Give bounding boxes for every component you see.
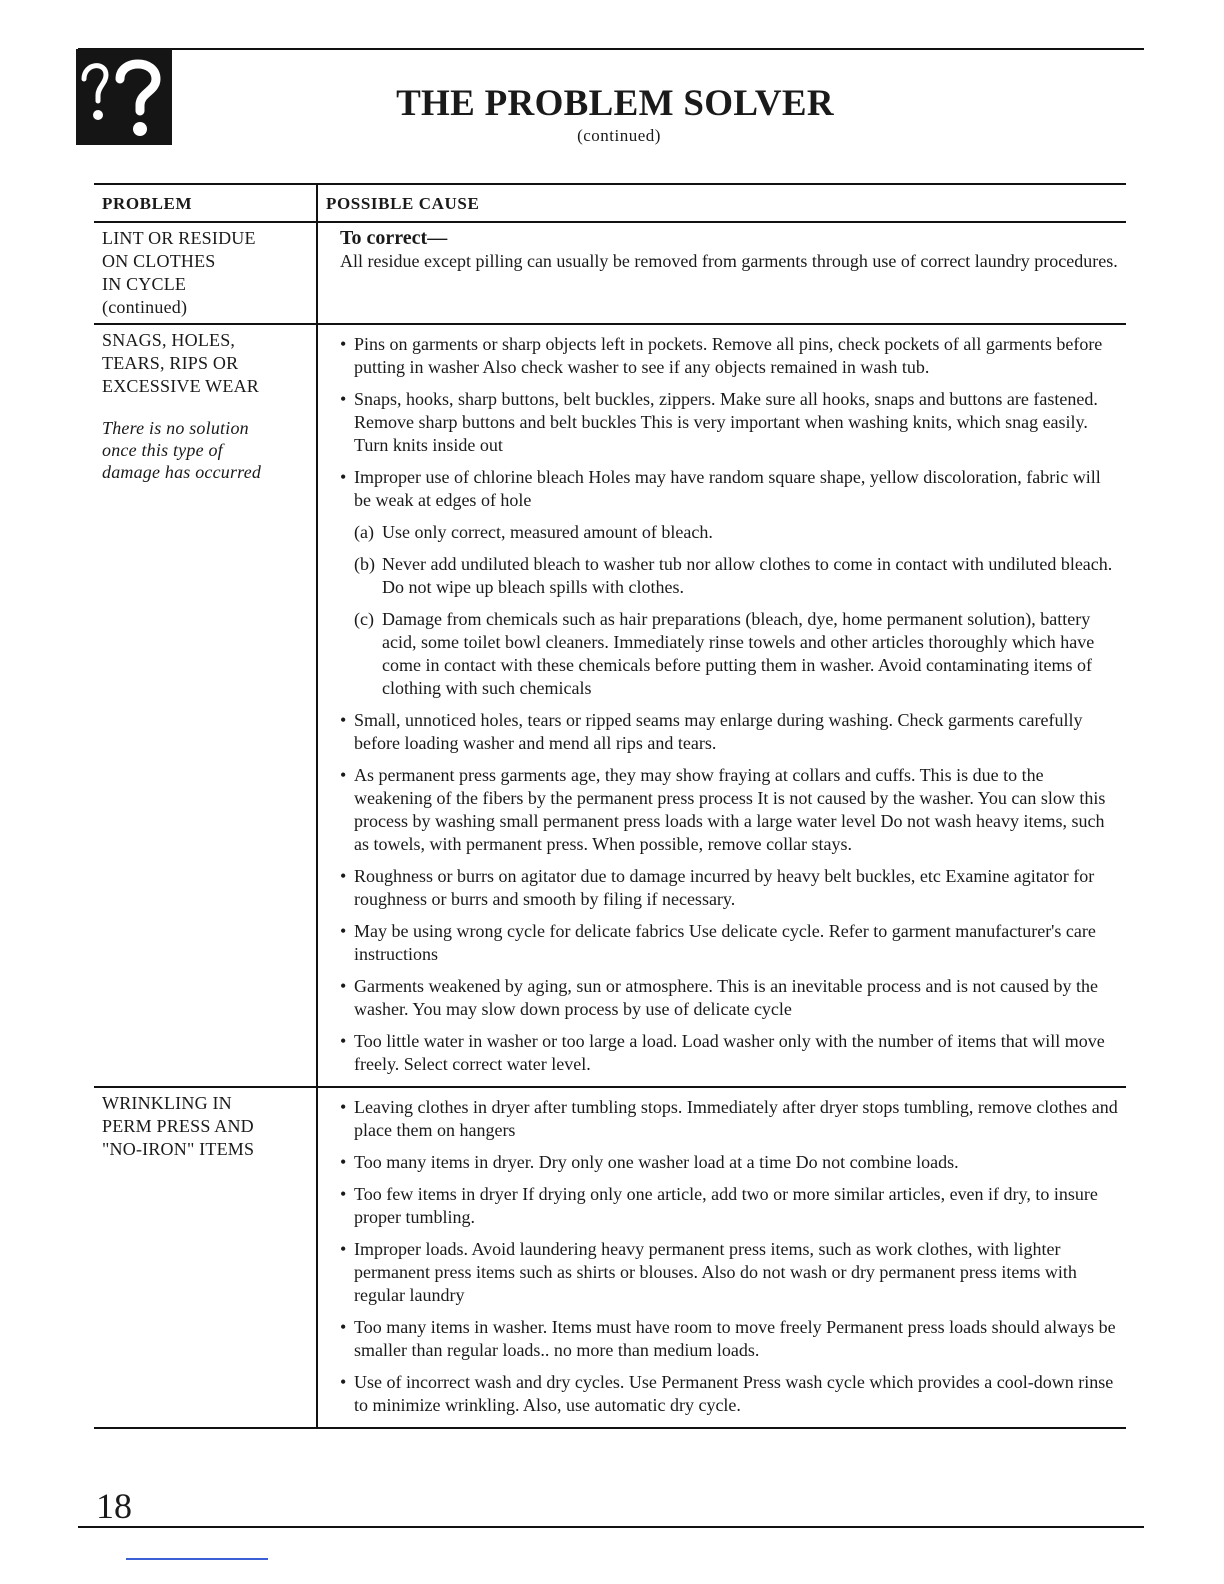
column-header-problem: PROBLEM: [94, 184, 317, 222]
cause-item: [340, 975, 1118, 1021]
bullet-icon: •: [340, 1239, 347, 1259]
bullet-icon: •: [340, 710, 347, 730]
cause-item: [340, 1238, 1118, 1307]
sub-cause-item: [354, 521, 1118, 544]
cause-text: Too few items in dryer If drying only one article, add two or more similar articles, even if dry, to insure proper tumbling.: [354, 1184, 1098, 1227]
sub-cause-text: Use only correct, measured amount of bleach.: [382, 522, 713, 542]
cause-text: As permanent press garments age, they may show fraying at collars and cuffs. This is due to the weakening of the fibers by the permanent press process It is not caused by the washer. You can slow this process by washing small permanent press loads with a large water level Do not wash heavy items, such as towels, with permanent press. When possible, remove collar stays.: [354, 765, 1106, 854]
cause-text: Too many items in washer. Items must have room to move freely Permanent press loads should always be smaller than regular loads.. no more than medium loads.: [354, 1317, 1116, 1360]
cause-item: [340, 709, 1118, 755]
bullet-icon: •: [340, 921, 347, 941]
title-block: [0, 82, 1224, 146]
cause-cell: [317, 324, 1126, 1087]
column-header-cause: POSSIBLE CAUSE: [317, 184, 1126, 222]
cause-text: Use of incorrect wash and dry cycles. Use Permanent Press wash cycle which provides a cool-down rinse to minimize wrinkling. Also, use automatic dry cycle.: [354, 1372, 1114, 1415]
cause-item: [340, 1371, 1118, 1417]
sub-cause-item: [354, 608, 1118, 700]
table-row-lint: [94, 222, 1126, 324]
cause-item: [340, 1096, 1118, 1142]
bullet-icon: •: [340, 1097, 347, 1117]
to-correct-text: All residue except pilling can usually be removed from garments through use of correct laundry procedures.: [340, 251, 1118, 271]
cause-text: Garments weakened by aging, sun or atmosphere. This is an inevitable process and is not caused by the washer. You may slow down process by use of delicate cycle: [354, 976, 1098, 1019]
table-row-snags: [94, 324, 1126, 1087]
cause-text: Snaps, hooks, sharp buttons, belt buckles, zippers. Make sure all hooks, snaps and buttons are fastened. Remove sharp buttons and belt buckles This is very important when washing knits, which snag easily. Turn knits inside out: [354, 389, 1098, 455]
to-correct-heading: To correct—: [340, 227, 448, 249]
cause-text: Roughness or burrs on agitator due to damage incurred by heavy belt buckles, etc Examine agitator for roughness or burrs and smooth by filing if necessary.: [354, 866, 1095, 909]
bullet-icon: •: [340, 389, 347, 409]
top-rule: [78, 48, 1144, 50]
bullet-icon: •: [340, 467, 347, 487]
problem-note: There is no solution once this type of damage has occurred: [102, 418, 262, 482]
bottom-rule: [78, 1526, 1144, 1528]
problem-cell: [94, 324, 317, 1087]
problem-text: LINT OR RESIDUE ON CLOTHES IN CYCLE (continued): [102, 228, 256, 317]
cause-item: [340, 764, 1118, 856]
cause-text: Improper loads. Avoid laundering heavy permanent press items, such as work clothes, with lighter permanent press items such as shirts or blouses. Also do not wash or dry permanent press items with regular laundry: [354, 1239, 1077, 1305]
table-row-wrinkling: [94, 1087, 1126, 1428]
cause-item: [340, 1183, 1118, 1229]
page-title: THE PROBLEM SOLVER: [396, 83, 834, 124]
cause-text: Leaving clothes in dryer after tumbling stops. Immediately after dryer stops tumbling, remove clothes and place them on hangers: [354, 1097, 1118, 1140]
page-number: 18: [96, 1486, 132, 1526]
cause-text: Small, unnoticed holes, tears or ripped seams may enlarge during washing. Check garments carefully before loading washer and mend all rips and tears.: [354, 710, 1083, 753]
bullet-icon: •: [340, 1152, 347, 1172]
cause-text: May be using wrong cycle for delicate fabrics Use delicate cycle. Refer to garment manufacturer's care instructions: [354, 921, 1096, 964]
sub-cause-item: [354, 553, 1118, 599]
sub-cause-label: (a): [354, 522, 374, 542]
page-subtitle: (continued): [577, 126, 661, 145]
sub-cause-text: Damage from chemicals such as hair preparations (bleach, dye, home permanent solution), battery acid, some toilet bowl cleaners. Immediately rinse towels and other articles thoroughly which have come in contact with these chemicals before putting them in washer. Avoid contaminating items of clothing with such chemicals: [382, 609, 1095, 698]
cause-text: Too many items in dryer. Dry only one washer load at a time Do not combine loads.: [354, 1152, 959, 1172]
bullet-icon: •: [340, 976, 347, 996]
sub-cause-label: (b): [354, 554, 375, 574]
bullet-icon: •: [340, 1372, 347, 1392]
cause-list: [340, 333, 1118, 1076]
bullet-icon: •: [340, 1317, 347, 1337]
cause-item: [340, 388, 1118, 457]
bullet-icon: •: [340, 334, 347, 354]
problem-cell: [94, 1087, 317, 1428]
bullet-icon: •: [340, 866, 347, 886]
cause-item: [340, 920, 1118, 966]
problem-text: WRINKLING IN PERM PRESS AND "NO-IRON" ITEMS: [102, 1093, 255, 1159]
table-header-row: [94, 184, 1126, 222]
cause-item: [340, 865, 1118, 911]
cause-item: [340, 1030, 1118, 1076]
cause-item: [340, 1316, 1118, 1362]
sub-cause-list: [354, 521, 1118, 700]
cause-list: [340, 1096, 1118, 1417]
bullet-icon: •: [340, 1184, 347, 1204]
cause-item: [340, 466, 1118, 700]
cause-item: [340, 333, 1118, 379]
bullet-icon: •: [340, 1031, 347, 1051]
problem-text: SNAGS, HOLES, TEARS, RIPS OR EXCESSIVE WEAR: [102, 330, 259, 396]
cause-text: Pins on garments or sharp objects left in pockets. Remove all pins, check pockets of all garments before putting in washer Also check washer to see if any objects remained in wash tub.: [354, 334, 1103, 377]
problem-cell: [94, 222, 317, 324]
problem-solver-table: [94, 183, 1126, 1429]
cause-cell: [317, 1087, 1126, 1428]
cause-cell: [317, 222, 1126, 324]
sub-cause-label: (c): [354, 609, 374, 629]
cause-text: Too little water in washer or too large a load. Load washer only with the number of items that will move freely. Select correct water level.: [354, 1031, 1105, 1074]
cause-text: Improper use of chlorine bleach Holes may have random square shape, yellow discoloration, fabric will be weak at edges of hole: [354, 467, 1101, 510]
bullet-icon: •: [340, 765, 347, 785]
blue-underline-mark: [126, 1558, 268, 1560]
sub-cause-text: Never add undiluted bleach to washer tub nor allow clothes to come in contact with undiluted bleach. Do not wipe up bleach spills with clothes.: [382, 554, 1113, 597]
cause-item: [340, 1151, 1118, 1174]
